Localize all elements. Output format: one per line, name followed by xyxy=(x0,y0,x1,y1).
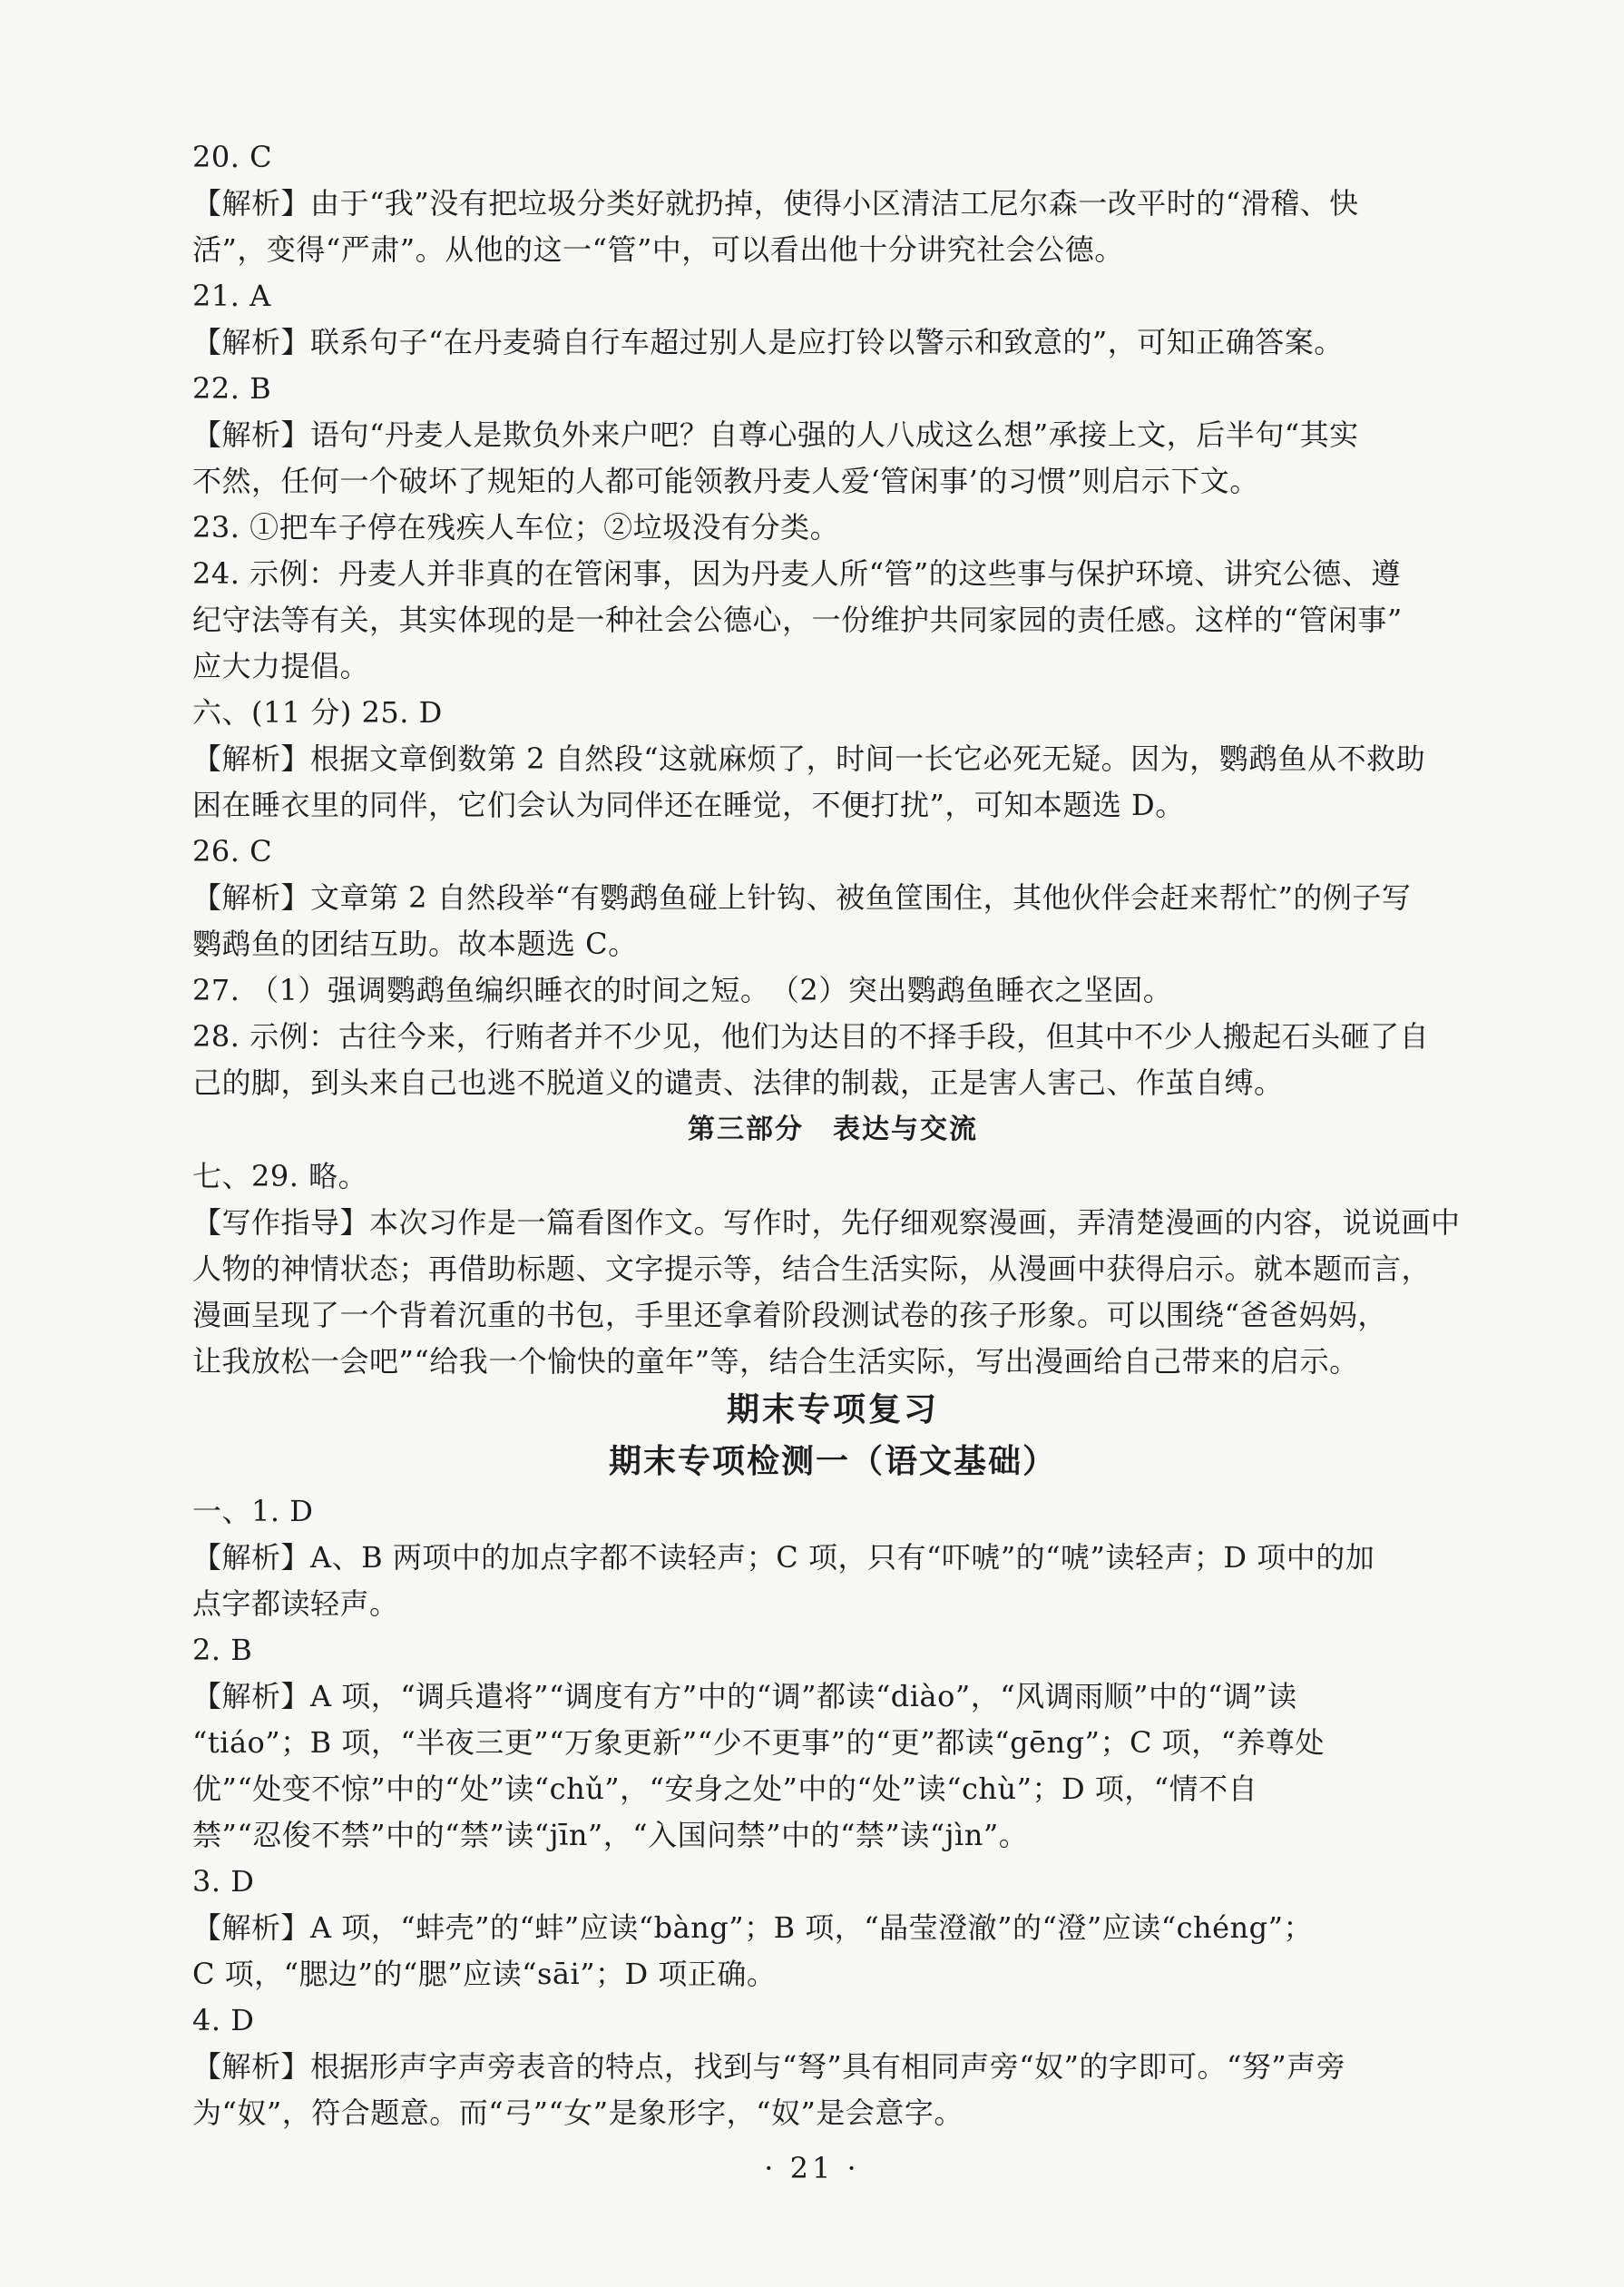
text-line: 应大力提倡。 xyxy=(192,649,370,683)
text-line: 26. C xyxy=(192,834,273,869)
text-line: 22. B xyxy=(192,371,272,406)
text-line: 【解析】A、B 两项中的加点字都不读轻声；C 项，只有“吓唬”的“唬”读轻声；D 项中的加 xyxy=(192,1540,1375,1575)
text-line: 己的脚，到头来自己也逃不脱道义的谴责、法律的制裁，正是害人害己、作茧自缚。 xyxy=(192,1065,1284,1100)
text-line: 为“奴”，符合题意。而“弓”“女”是象形字，“奴”是会意字。 xyxy=(192,2096,964,2130)
text-line: 21. A xyxy=(192,279,271,313)
text-line: 20. C xyxy=(192,140,273,174)
text-line: 28. 示例：古往今来，行贿者并不少见，他们为达目的不择手段，但其中不少人搬起石头砸了自 xyxy=(192,1019,1430,1054)
text-line: 【解析】根据形声字声旁表音的特点，找到与“弩”具有相同声旁“奴”的字即可。“努”声旁 xyxy=(192,2049,1346,2084)
text-line: 纪守法等有关，其实体现的是一种社会公德心，一份维护共同家园的责任感。这样的“管闲事” xyxy=(192,603,1403,637)
text-line: 活”，变得“严肃”。从他的这一“管”中，可以看出他十分讲究社会公德。 xyxy=(192,232,1124,267)
text-line: 【解析】文章第 2 自然段举“有鹦鹉鱼碰上针钩、被鱼筐围住，其他伙伴会赶来帮忙”的例子写 xyxy=(192,880,1412,915)
text-line: 禁”“忍俊不禁”中的“禁”读“jīn”，“入国问禁”中的“禁”读“jìn”。 xyxy=(192,1818,1029,1852)
section-heading: 期末专项检测一（语文基础） xyxy=(608,1443,1057,1480)
section-heading: 期末专项复习 xyxy=(726,1391,939,1428)
text-line: 2. B xyxy=(192,1633,253,1667)
text-line: 【解析】A 项，“调兵遣将”“调度有方”中的“调”都读“diào”，“风调雨顺”中的“调”读 xyxy=(192,1679,1297,1713)
text-line: 一、1. D xyxy=(192,1494,314,1528)
text-line: 点字都读轻声。 xyxy=(192,1586,399,1621)
text-line: 23. ①把车子停在残疾人车位；②垃圾没有分类。 xyxy=(192,510,840,545)
text-line: 人物的神情状态；再借助标题、文字提示等，结合生活实际，从漫画中获得启示。就本题而言， xyxy=(192,1251,1432,1286)
text-line: 24. 示例：丹麦人并非真的在管闲事，因为丹麦人所“管”的这些事与保护环境、讲究公德、遵 xyxy=(192,556,1401,591)
text-line: C 项，“腮边”的“腮”应读“sāi”；D 项正确。 xyxy=(192,1957,777,1991)
text-line: 让我放松一会吧”“给我一个愉快的童年”等，结合生活实际，写出漫画给自己带来的启示。 xyxy=(192,1344,1359,1379)
page-number: · 21 · xyxy=(764,2151,860,2185)
text-line: 困在睡衣里的同伴，它们会认为同伴还在睡觉，不便打扰”，可知本题选 D。 xyxy=(192,788,1185,822)
text-line: 七、29. 略。 xyxy=(192,1159,368,1193)
text-line: 3. D xyxy=(192,1864,255,1899)
text-line: 【解析】由于“我”没有把垃圾分类好就扔掉，使得小区清洁工尼尔森一改平时的“滑稽、快 xyxy=(192,186,1359,221)
text-line: 【解析】语句“丹麦人是欺负外来户吧？自尊心强的人八成这么想”承接上文，后半句“其实 xyxy=(192,417,1359,452)
text-line: 优”“处变不惊”中的“处”读“chǔ”，“安身之处”中的“处”读“chù”；D 项，“情不自 xyxy=(192,1772,1258,1806)
text-line: 【解析】A 项，“蚌壳”的“蚌”应读“bàng”；B 项，“晶莹澄澈”的“澄”应读“chéng”； xyxy=(192,1910,1314,1945)
section-heading: 第三部分 表达与交流 xyxy=(688,1114,978,1145)
text-line: 【解析】根据文章倒数第 2 自然段“这就麻烦了，时间一长它必死无疑。因为，鹦鹉鱼从不救助 xyxy=(192,741,1426,776)
text-line: “tiáo”；B 项，“半夜三更”“万象更新”“少不更事”的“更”都读“gēng”；C 项，“养尊处 xyxy=(192,1725,1325,1760)
text-line: 鹦鹉鱼的团结互助。故本题选 C。 xyxy=(192,927,638,961)
answer-content xyxy=(192,134,1473,2136)
text-line: 【解析】联系句子“在丹麦骑自行车超过别人是应打铃以警示和致意的”，可知正确答案。 xyxy=(192,325,1344,359)
text-line: 漫画呈现了一个背着沉重的书包，手里还拿着阶段测试卷的孩子形象。可以围绕“爸爸妈妈， xyxy=(192,1298,1387,1332)
text-line: 【写作指导】本次习作是一篇看图作文。写作时，先仔细观察漫画，弄清楚漫画的内容，说说画中 xyxy=(192,1205,1461,1240)
text-line: 4. D xyxy=(192,2003,255,2037)
text-line: 不然，任何一个破坏了规矩的人都可能领教丹麦人爱‘管闲事’的习惯”则启示下文。 xyxy=(192,464,1259,498)
text-line: 六、(11 分) 25. D xyxy=(192,695,443,730)
text-line: 27. （1）强调鹦鹉鱼编织睡衣的时间之短。 （2）突出鹦鹉鱼睡衣之坚固。 xyxy=(192,973,1173,1007)
